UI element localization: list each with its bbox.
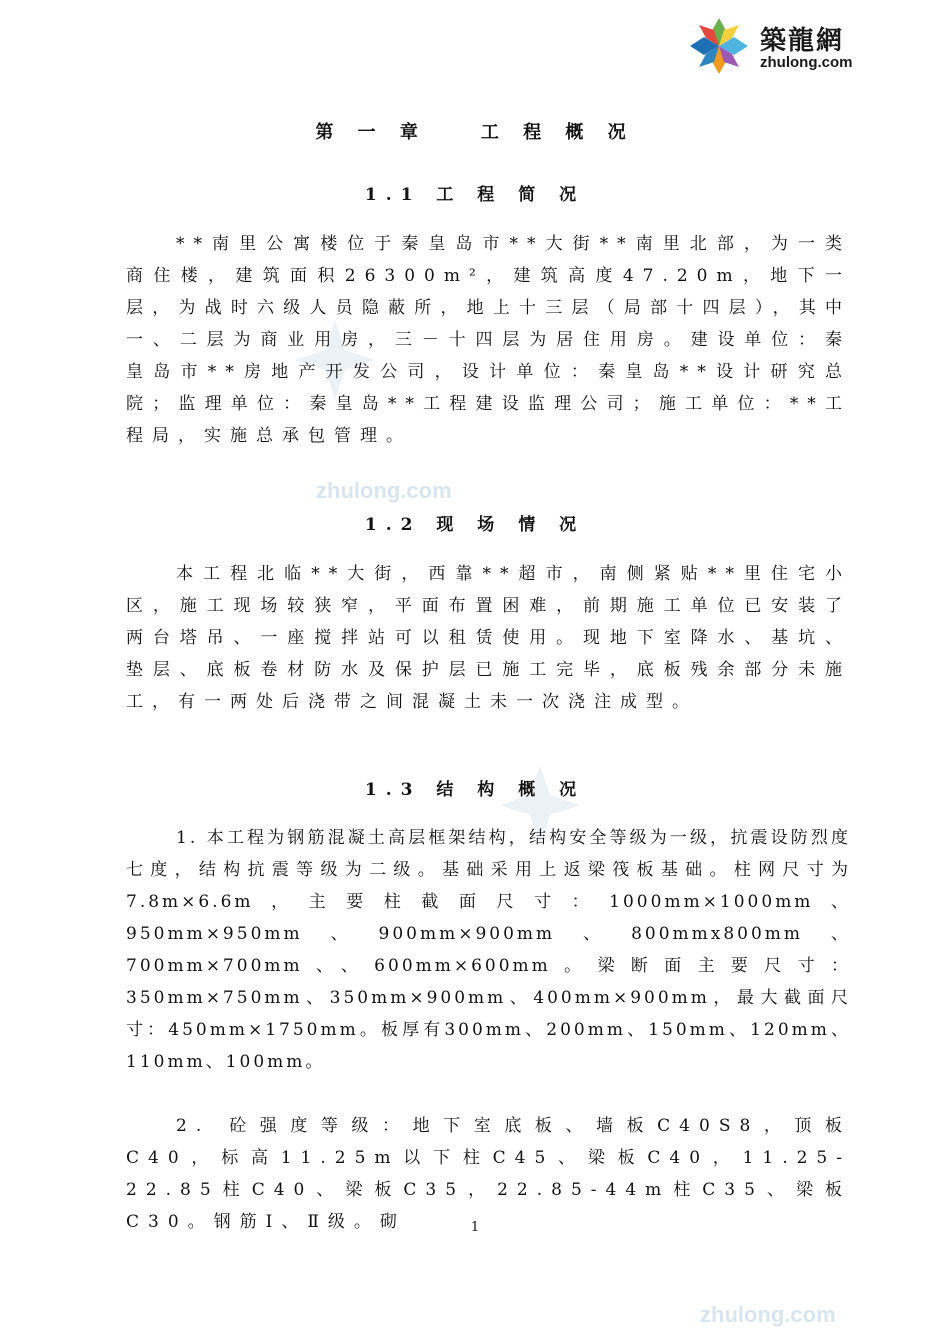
watermark-footer: zhulong.com [700,1302,836,1327]
zhulong-logo [686,12,876,80]
watermark-center: zhulong.com [316,478,452,503]
logo-chinese-name: 築龍網 [760,26,845,56]
zhulong-logo-icon [686,16,752,76]
paragraph-1-2: 本工程北临**大街，西靠**超市，南侧紧贴**里住宅小区，施工现场较狭窄，平面布置困难，前期施工单位已安装了两台塔吊、一座搅拌站可以租赁使用。现地下室降水、基坑、垫层、底板卷材防水及保护层已施工完毕，底板残余部分未施工，有一两处后浇带之间混凝土未一次浇注成型。 [126,564,851,712]
section-title-1-1: 1.1 工 程 简 况 [364,185,586,205]
paragraph-1-3-item-2: 2. 砼强度等级：地下室底板、墙板C40S8，顶板C40，标高11.25m以下柱C45、梁板C40，11.25-22.85柱C40、梁板C35，22.85-44m柱C35、梁板C30。钢筋Ⅰ、Ⅱ级。砌 [126,1116,851,1232]
section-title-1-3: 1.3 结 构 概 况 [364,780,586,800]
logo-english-name: zhulong.com [760,54,853,71]
page-number: 1 [470,1220,480,1235]
paragraph-1-1: **南里公寓楼位于秦皇岛市**大街**南里北部，为一类商住楼，建筑面积26300m²，建筑高度47.20m，地下一层，为战时六级人员隐蔽所，地上十三层（局部十四层），其中一、二层为商业用房，三－十四层为居住用房。建设单位：秦皇岛市**房地产开发公司，设计单位：秦皇岛**设计研究总院；监理单位：秦皇岛**工程建设监理公司；施工单位：**工程局，实施总承包管理。 [126,234,851,446]
chapter-title: 第 一 章 工 程 概 况 [315,122,635,143]
paragraph-1-3-item-1: 1. 本工程为钢筋混凝土高层框架结构，结构安全等级为一级，抗震设防烈度七度，结构抗震等级为二级。基础采用上返梁筏板基础。柱网尺寸为7.8m×6.6m，主要柱截面尺寸：1000mm×1000mm、950mm×950mm、900mm×900mm、800mmx800mm、700mm×700mm、、600mm×600mm。梁断面主要尺寸：350mm×750mm、350mm×900mm、400mm×900mm，最大截面尺寸：450mm×1750mm。板厚有300mm、200mm、150mm、120mm、110mm、100mm。 [126,828,851,1072]
section-title-1-2: 1.2 现 场 情 况 [364,515,586,535]
